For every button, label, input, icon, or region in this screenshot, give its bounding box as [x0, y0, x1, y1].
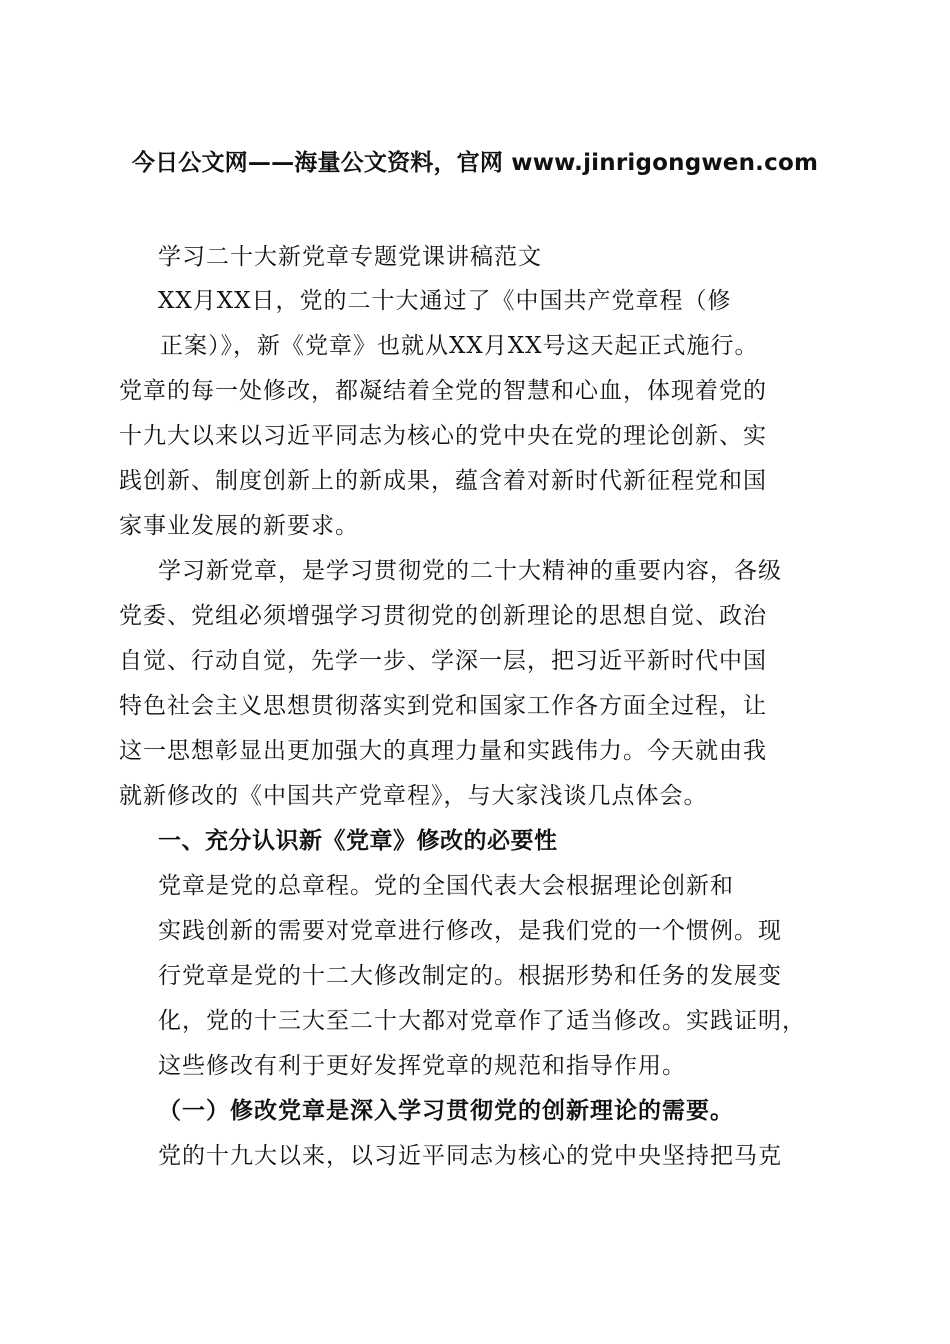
document-title: 学习二十大新党章专题党课讲稿范文 [158, 244, 542, 270]
body-line: 党委、党组必须增强学习贯彻党的创新理论的思想自觉、政治 [119, 603, 767, 629]
body-line: 党章的每一处修改，都凝结着全党的智慧和心血，体现着党的 [119, 378, 767, 404]
site-header: 今日公文网——海量公文资料，官网 www.jinrigongwen.com [131, 150, 819, 176]
body-line: 正案）》，新《党章》也就从XX月XX号这天起正式施行。 [160, 333, 759, 359]
body-line: XX月XX日，党的二十大通过了《中国共产党章程（修 [158, 288, 732, 314]
body-line: 实践创新的需要对党章进行修改，是我们党的一个惯例。现 [158, 918, 782, 944]
body-line: 行党章是党的十二大修改制定的。根据形势和任务的发展变 [158, 963, 782, 989]
body-line: 自觉、行动自觉，先学一步、学深一层，把习近平新时代中国 [119, 648, 767, 674]
body-line: 这些修改有利于更好发挥党章的规范和指导作用。 [158, 1053, 686, 1079]
body-line: 特色社会主义思想贯彻落实到党和国家工作各方面全过程，让 [119, 693, 767, 719]
body-line: 学习新党章，是学习贯彻党的二十大精神的重要内容，各级 [158, 558, 782, 584]
body-line: 这一思想彰显出更加强大的真理力量和实践伟力。今天就由我 [119, 738, 767, 764]
section-heading: 一、充分认识新《党章》修改的必要性 [158, 828, 558, 854]
body-line: 践创新、制度创新上的新成果，蕴含着对新时代新征程党和国 [119, 468, 767, 494]
body-line: 家事业发展的新要求。 [119, 513, 359, 539]
body-line: 党章是党的总章程。党的全国代表大会根据理论创新和 [158, 873, 734, 899]
subsection-heading: （一）修改党章是深入学习贯彻党的创新理论的需要。 [158, 1097, 734, 1124]
body-line: 就新修改的《中国共产党章程》，与大家浅谈几点体会。 [119, 783, 708, 809]
body-line: 化，党的十三大至二十大都对党章作了适当修改。实践证明， [158, 1008, 806, 1034]
body-line: 十九大以来以习近平同志为核心的党中央在党的理论创新、实 [119, 423, 767, 449]
body-line: 党的十九大以来，以习近平同志为核心的党中央坚持把马克 [158, 1143, 782, 1169]
